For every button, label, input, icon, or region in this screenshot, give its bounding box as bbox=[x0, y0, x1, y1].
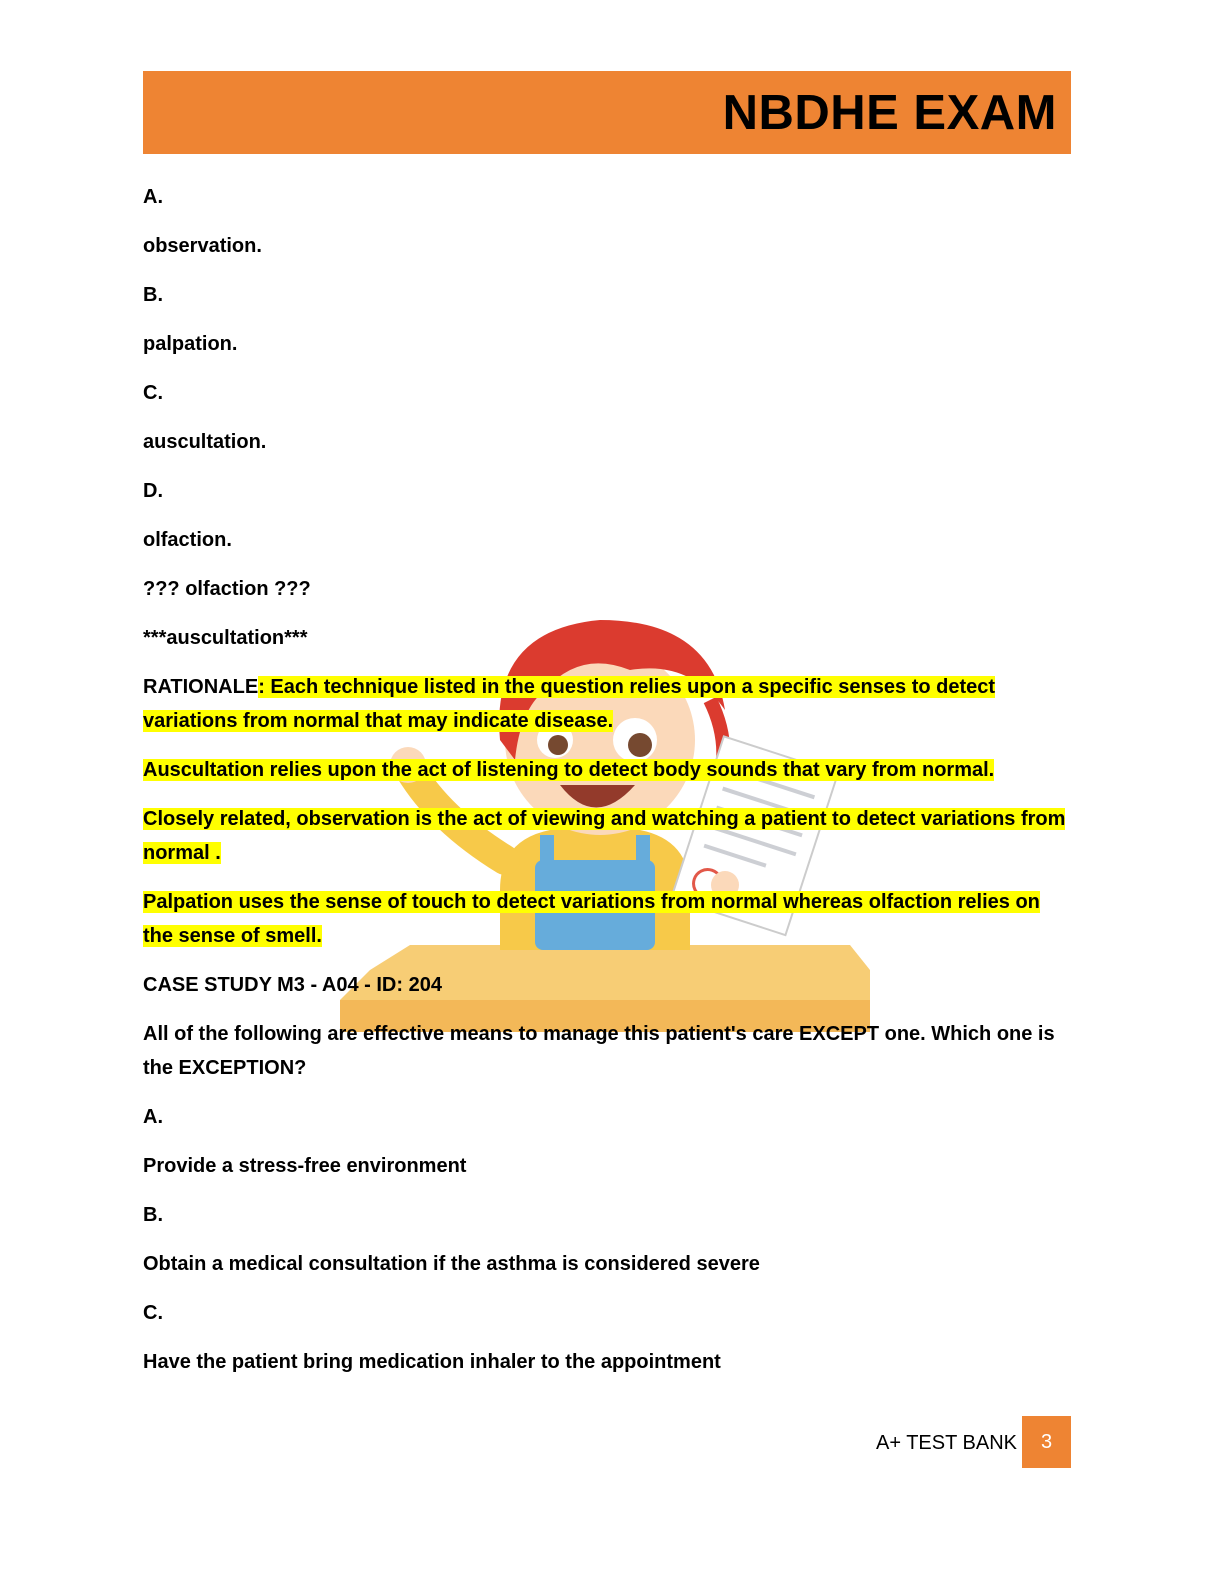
option-text: auscultation. bbox=[143, 431, 267, 453]
option-letter: A. bbox=[143, 1106, 163, 1128]
rationale-label: RATIONALE bbox=[143, 676, 259, 698]
header-banner bbox=[143, 71, 1071, 154]
marked-wrong-answer: ??? olfaction ??? bbox=[143, 578, 311, 600]
option-text: observation. bbox=[143, 235, 262, 257]
rationale-paragraph: Palpation uses the sense of touch to detect variations from normal whereas olfaction relies on the sense of smell. bbox=[143, 891, 1040, 947]
option-letter: B. bbox=[143, 284, 163, 306]
document-body bbox=[143, 180, 1073, 1394]
question-stem: All of the following are effective means to manage this patient's care EXCEPT one. Which one is the EXCEPTION? bbox=[143, 1023, 1055, 1079]
rationale-intro bbox=[143, 670, 1073, 738]
correct-answer: ***auscultation*** bbox=[143, 627, 308, 649]
option-text: Have the patient bring medication inhaler to the appointment bbox=[143, 1351, 721, 1373]
footer-label: A+ TEST BANK bbox=[876, 1432, 1017, 1454]
option-letter: B. bbox=[143, 1204, 163, 1226]
option-letter: A. bbox=[143, 186, 163, 208]
page-number: 3 bbox=[1022, 1416, 1071, 1468]
rationale-paragraph: Auscultation relies upon the act of listening to detect body sounds that vary from normal. bbox=[143, 759, 995, 781]
option-letter: C. bbox=[143, 1302, 163, 1324]
exam-title: NBDHE EXAM bbox=[722, 86, 1057, 140]
option-text: Obtain a medical consultation if the asthma is considered severe bbox=[143, 1253, 760, 1275]
case-study-id: CASE STUDY M3 - A04 - ID: 204 bbox=[143, 974, 442, 996]
option-text: olfaction. bbox=[143, 529, 232, 551]
option-text: palpation. bbox=[143, 333, 238, 355]
option-letter: D. bbox=[143, 480, 163, 502]
option-letter: C. bbox=[143, 382, 163, 404]
rationale-highlight: : Each technique listed in the question relies upon a specific senses to detect variations from normal that may indicate disease. bbox=[143, 676, 996, 732]
option-text: Provide a stress-free environment bbox=[143, 1155, 467, 1177]
rationale-paragraph: Closely related, observation is the act of viewing and watching a patient to detect variations from normal . bbox=[143, 808, 1066, 864]
